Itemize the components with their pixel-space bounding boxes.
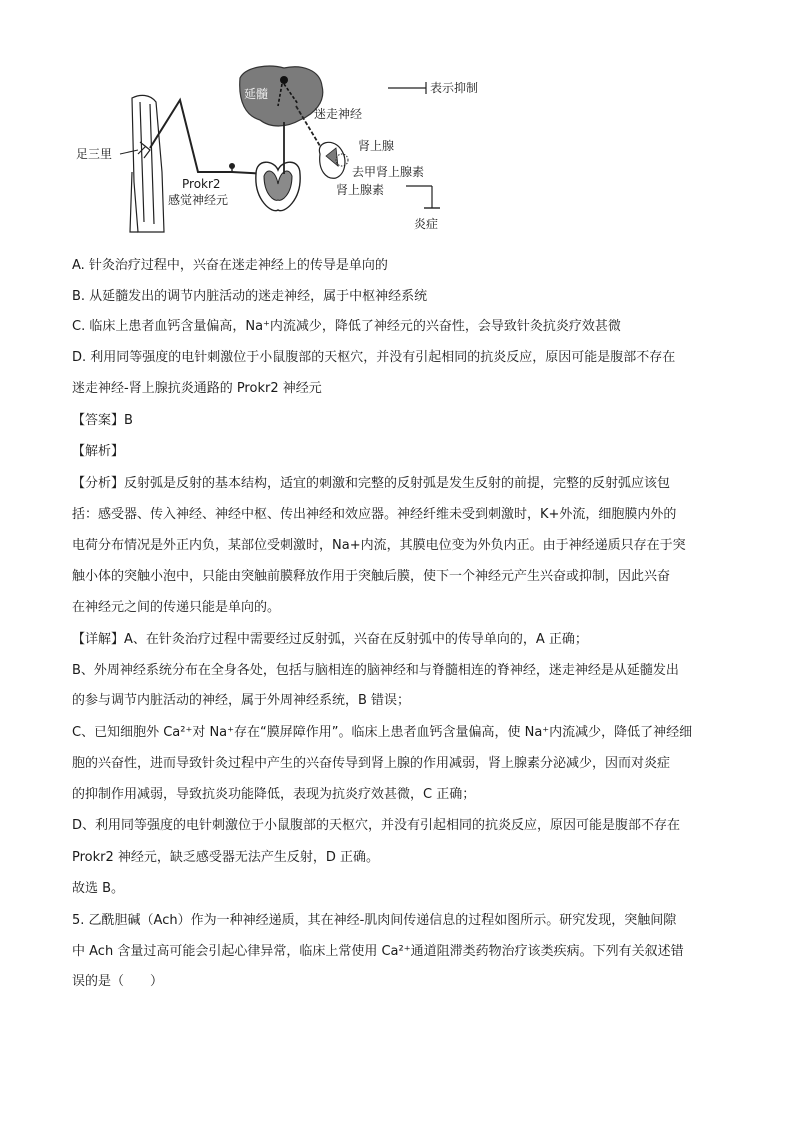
analysis-line: 括：感受器、传入神经、神经中枢、传出神经和效应器。神经纤维未受到刺激时，K+外流，细胞膜内外的 — [72, 507, 677, 522]
sensory-neuron-label: 感觉神经元 — [168, 193, 229, 207]
diagram-figure — [70, 62, 510, 242]
zusanli-pointer — [120, 150, 138, 154]
noradrenaline-label: 去甲肾上腺素 — [352, 165, 425, 179]
vagus-label: 迷走神经 — [314, 107, 363, 121]
detail-line: 的参与调节内脏活动的神经，属于外周神经系统，B 错误； — [72, 693, 411, 708]
detail-line: D、利用同等强度的电针刺激位于小鼠腹部的天枢穴，并没有引起相同的抗炎反应，原因可能是腹部不存在 — [72, 818, 681, 833]
adrenal-label: 肾上腺 — [358, 139, 395, 153]
analysis-line: 电荷分布情况是外正内负，某部位受刺激时，Na+内流，其膜电位变为外负内正。由于神经递质只存在于突 — [72, 538, 686, 553]
option-d: D. 利用同等强度的电针刺激位于小鼠腹部的天枢穴，并没有引起相同的抗炎反应，原因可能是腹部不存在 — [72, 350, 676, 365]
analysis-line: 触小体的突触小泡中，只能由突触前膜释放作用于突触后膜，使下一个神经元产生兴奋或抑制，因此兴奋 — [72, 569, 671, 584]
detail-line: B、外周神经系统分布在全身各处，包括与脑相连的脑神经和与脊髓相连的脊神经，迷走神经是从延髓发出 — [72, 663, 679, 678]
leg-illustration — [130, 95, 164, 232]
zusanli-label: 足三里 — [76, 147, 113, 161]
sensory-nerve-path — [150, 100, 232, 172]
spinal-cord — [256, 162, 300, 210]
adrenaline-label: 肾上腺素 — [336, 183, 385, 197]
detail-line: 故选 B。 — [72, 881, 125, 896]
analysis-line: 【分析】反射弧是反射的基本结构，适宜的刺激和完整的反射弧是发生反射的前提，完整的反射弧应该包 — [72, 476, 671, 491]
prokr2-label: Prokr2 — [182, 177, 221, 191]
inhibit-legend-label: 表示抑制 — [430, 81, 479, 95]
detail-line: 的抑制作用减弱，导致抗炎功能降低，表现为抗炎疗效甚微，C 正确； — [72, 787, 476, 802]
option-b: B. 从延髓发出的调节内脏活动的迷走神经，属于中枢神经系统 — [72, 289, 428, 304]
detail-line: C、已知细胞外 Ca²⁺对 Na⁺存在“膜屏障作用”。临床上患者血钙含量偏高，使 Na⁺内流减少，降低了神经细 — [72, 725, 693, 740]
reflex-pathway-diagram — [70, 62, 510, 242]
option-c: C. 临床上患者血钙含量偏高，Na⁺内流减少，降低了神经元的兴奋性，会导致针灸抗炎疗效甚微 — [72, 319, 621, 334]
analysis-line: 在神经元之间的传递只能是单向的。 — [72, 600, 281, 615]
detail-line: Prokr2 神经元，缺乏感受器无法产生反射，D 正确。 — [72, 850, 380, 865]
inflammation-label: 炎症 — [414, 217, 439, 231]
analysis-title: 【解析】 — [72, 444, 125, 459]
detail-line: 胞的兴奋性，进而导致针灸过程中产生的兴奋传导到肾上腺的作用减弱，肾上腺素分泌减少，因而对炎症 — [72, 756, 671, 771]
question-5-line: 中 Ach 含量过高可能会引起心律异常，临床上常使用 Ca²⁺通道阻滞类药物治疗该类疾病。下列有关叙述错 — [72, 944, 684, 959]
option-d-cont: 迷走神经-肾上腺抗炎通路的 Prokr2 神经元 — [72, 381, 322, 396]
medulla-label: 延髓 — [244, 87, 269, 101]
question-5-line: 误的是（ ） — [72, 974, 164, 989]
option-a: A. 针灸治疗过程中，兴奋在迷走神经上的传导是单向的 — [72, 258, 388, 273]
detail-line: 【详解】A、在针灸治疗过程中需要经过反射弧，兴奋在反射弧中的传导单向的，A 正确； — [72, 632, 588, 647]
zusanli-point — [138, 142, 150, 158]
adrenal-gland — [319, 142, 348, 178]
answer-line: 【答案】B — [72, 413, 133, 428]
question-5-line: 5. 乙酰胆碱（Ach）作为一种神经递质，其在神经-肌肉间传递信息的过程如图所示。研究发现，突触间隙 — [72, 913, 677, 928]
